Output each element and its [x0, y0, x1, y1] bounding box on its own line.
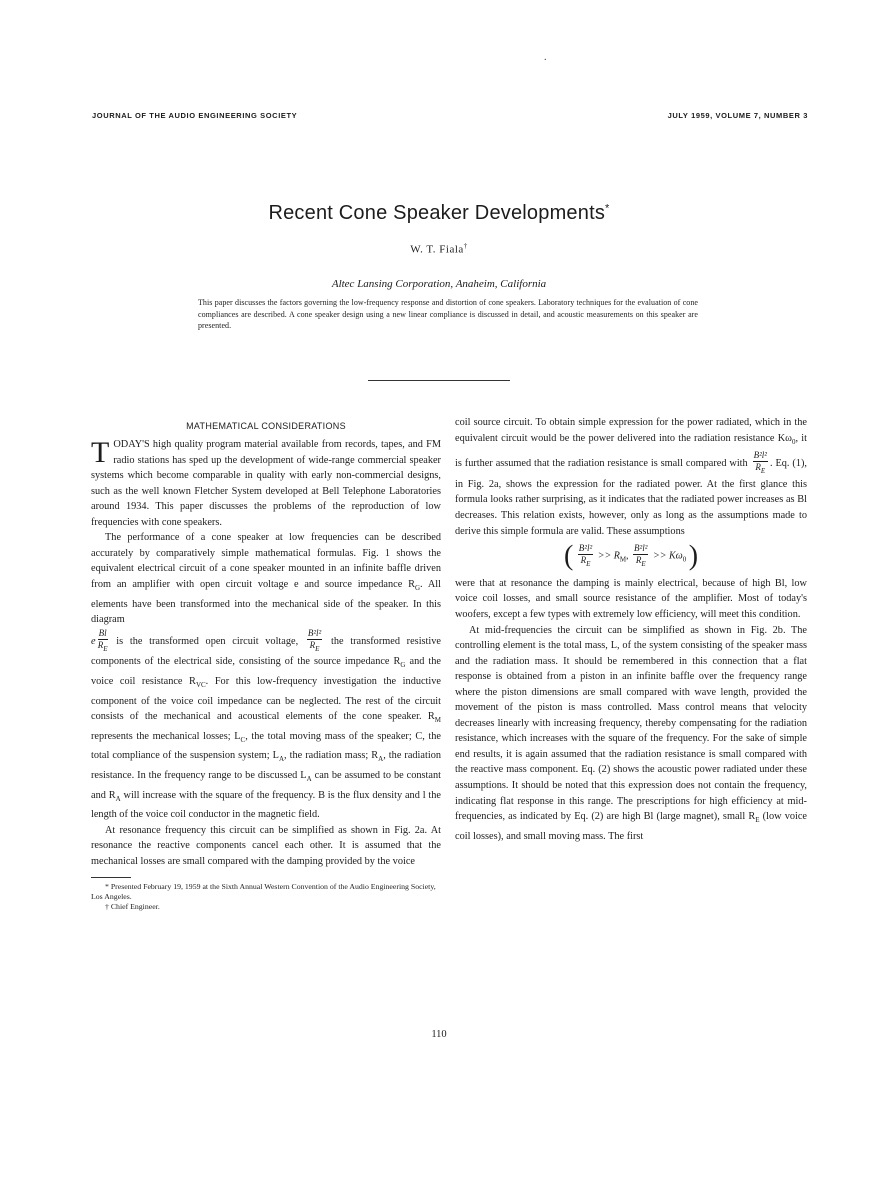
paragraph: [91, 437, 441, 530]
running-head-issue: JULY 1959, VOLUME 7, NUMBER 3: [667, 111, 808, 120]
left-column: [91, 415, 441, 912]
drop-cap: T: [91, 436, 110, 469]
speck: .: [544, 52, 547, 63]
running-head-journal: JOURNAL OF THE AUDIO ENGINEERING SOCIETY: [92, 111, 298, 120]
right-paren: ): [688, 540, 699, 572]
paragraph-text: The performance of a cone speaker at low frequencies can be described accurately by comparatively simple mathematical formulas. Fig. 1 shows the equivalent electrical circuit of a cone speaker mounted in an infinite baffle driven from an amplifier with open circuit voltage e and source impedance R: [91, 532, 441, 590]
fraction: $\frac{\text{B²l²}}{R_E}$: [753, 450, 768, 475]
fraction: [307, 628, 322, 655]
section-heading: MATHEMATICAL CONSIDERATIONS: [186, 421, 346, 431]
author-affiliation: Altec Lansing Corporation, Anaheim, California: [331, 278, 547, 290]
paragraph-text: ODAY'S high quality program material available from records, tapes, and FM radio stations has sped up the development of wide-range commercial speaker systems which become comparable in quality with early non-commercial designs, such as the well known Fletcher System developed at Bell Telephone Laboratories around 1934. This paper discusses the problems of the reproduction of low frequencies with cone speakers.: [91, 439, 441, 528]
fraction-denominator: $R_E$: [309, 639, 320, 653]
fraction-denominator: $R_E$: [97, 639, 108, 653]
assumptions-formula: ( $\frac{\text{B²l²}}{R_E}$ >> $R_M$, $\frac{\text{B²l²}}{R_E}$ >> $K\omega_0$ ): [563, 540, 699, 572]
paragraph: At mid-frequencies the circuit can be simplified as shown in Fig. 2b. The controlling element is the total mass, L, of the system consisting of the speaker mass and the radiation mass. It should be remembered in this connection that a flat response is obtained from a piston in an infinite baffle over the frequency range where the piston dimensions are small compared with wave length, provided the movement of the piston is mass controlled. Mass control means that velocity decreases linearly with increasing frequency, thereby compensating for the radiation resistance, which increases with the square of the frequency. For the sake of simple end results, it is again assumed that the radiation resistance is small compared with the reactive mass component. Eq. (2) shows the acoustic power radiated under these assumptions. It should be noted that this expression does not contain the frequency, indicating flat response in this range. The prescriptions for high efficiency at mid-frequencies, as indicated by Eq. (2) are high Bl (large magnet), small $R_E$ (low voice coil losses), and small moving mass. The first: [455, 624, 807, 842]
abstract: This paper discusses the factors governing the low-frequency response and distortion of cone speakers. Laboratory techniques for the evaluation of cone compliances are described. A cone speaker design using a new linear compliance is discussed in detail, and acoustic measurements on this speaker are presented.: [198, 298, 698, 330]
paragraph-text: is the transformed open circuit voltage,: [116, 635, 299, 647]
paragraph: [91, 823, 441, 870]
fraction-numerator: B²l²: [307, 627, 322, 638]
paragraph: were that at resonance the damping is mainly electrical, because of high Bl, low voice coil losses, and small source resistance of the amplifier. Most of today's woofers, except a few types with extremely low efficiency, will meet this condition.: [455, 577, 807, 621]
author-footnote-mark: †: [463, 242, 468, 250]
left-paren: (: [563, 540, 574, 572]
section-divider: [368, 380, 510, 381]
title-footnote-mark: *: [605, 202, 610, 215]
subscript: G: [414, 583, 421, 592]
page-number: 110: [431, 1029, 447, 1040]
paragraph-text: At resonance frequency this circuit can be simplified as shown in Fig. 2a. At resonance the reactive components cancel each other. It is assumed that the mechanical losses are small compared with the damping provided by the voice: [91, 824, 441, 867]
article-title: [0, 202, 878, 225]
symbol: e: [91, 635, 96, 647]
footnote: † Chief Engineer.: [105, 902, 160, 912]
fraction: [98, 628, 108, 655]
footnote: * Presented February 19, 1959 at the Sixth Annual Western Convention of the Audio Engineering Society, Los Angeles.: [91, 882, 436, 902]
paragraph-text: the transformed resistive components of the electrical side, consisting of the source impedance R: [91, 635, 442, 668]
fraction-numerator: Bl: [98, 627, 107, 638]
author-name: W. T. Fiala: [410, 243, 464, 256]
title-text: Recent Cone Speaker Developments: [268, 202, 606, 224]
paragraph: coil source circuit. To obtain simple expression for the power radiated, which in the equivalent circuit would be the power delivered into the radiation resistance $K\omega_0$, it is further assumed that the radiation resistance is small compared with $\frac{\text{B²l²}}{R_E}$ . Eq. (1), in Fig. 2a, shows the expression for the radiated power. At the first glance this formula looks rather surprising, as it indicates that the radiated power increases as Bl decreases. This relation exists, however, only as long as the assumptions made to derive this simple formula are valid. These assumptions: [455, 417, 807, 537]
paragraph-text: . All elements have been transformed into the mechanical side of the speaker. In this diagram: [91, 578, 441, 626]
right-column: [455, 415, 807, 844]
footnote-rule: [91, 877, 131, 878]
article-author: [0, 242, 878, 256]
paragraph: e $\frac{Bl}{R_E}$ is the transformed open circuit voltage, $\frac{\text{B²l²}}{R_E}$ the transformed resistive components of the electrical side, consisting of the source impedance $R_G$ and the voice coil resistance $R_{VC}$. For this low-frequency investigation the inductive component of the voice coil impedance can be neglected. The rest of the circuit consists of the mechanical and acoustical elements of the cone speaker. $R_M$ represents the mechanical losses; $L_C$, the total moving mass of the speaker; C, the total compliance of the suspension system; $L_A$, the radiation mass; $R_A$, the radiation resistance. In the frequency range to be discussed $L_A$ can be assumed to be constant and $R_A$ will increase with the square of the frequency. B is the flux density and l the length of the voice coil conductor in the magnetic field.: [91, 627, 442, 821]
paragraph: [91, 530, 441, 627]
